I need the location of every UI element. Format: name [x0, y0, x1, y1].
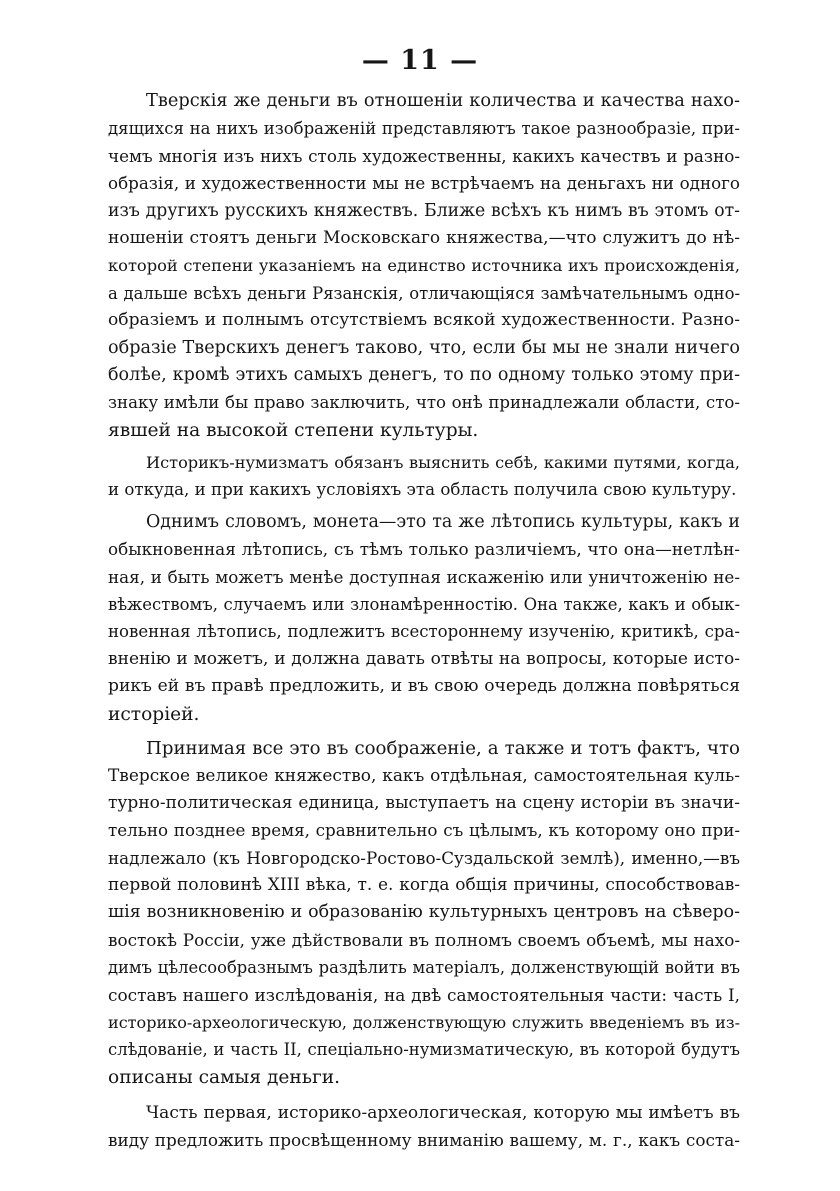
text-line: ношеніи стоятъ деньги Московскаго княжества,—что служитъ до нѣ-: [108, 227, 740, 248]
text-line: Часть первая, историко-археологическая, которую мы имѣетъ въ: [146, 1103, 740, 1124]
text-line: ная, и быть можетъ менѣе доступная искаженію или уничтоженію не-: [108, 566, 740, 587]
text-line: изъ другихъ русскихъ княжествъ. Ближе всѣхъ къ нимъ въ этомъ от-: [108, 200, 740, 221]
text-line: описаны самыя деньги.: [108, 1066, 340, 1088]
body-text: [108, 88, 740, 1155]
text-line: и откуда, и при какихъ условіяхъ эта область получила свою культуру.: [108, 480, 737, 500]
paragraph: [108, 735, 740, 1091]
text-line: историко-археологическую, долженствующую служить введеніемъ въ из-: [108, 1012, 740, 1032]
text-line: обыкновенная лѣтопись, съ тѣмъ только различіемъ, что она—нетлѣн-: [108, 539, 740, 560]
paragraph: [108, 509, 740, 728]
text-line: а дальше всѣхъ деньги Рязанскія, отличающіяся замѣчательнымъ одно-: [108, 283, 740, 303]
text-line: знаку имѣли бы право заключить, что онѣ принадлежали области, сто-: [108, 393, 740, 413]
text-line: Тверскія же деньги въ отношеніи количества и качества нахо-: [146, 91, 740, 111]
text-line: чемъ многія изъ нихъ столь художественны, какихъ качествъ и разно-: [108, 145, 740, 166]
text-line: вненію и можетъ, и должна давать отвѣты на вопросы, которые исто-: [108, 648, 740, 669]
text-line: дящихся на нихъ изображеній представляютъ такое разнообразіе, при-: [108, 119, 740, 139]
text-line: образіемъ и полнымъ отсутствіемъ всякой художественности. Разно-: [108, 310, 740, 331]
text-line: Тверское великое княжество, какъ отдѣльная, самостоятельная куль-: [108, 765, 740, 786]
text-line: составъ нашего изслѣдованія, на двѣ самостоятельныя части: часть I,: [108, 984, 740, 1005]
text-line: димъ цѣлесообразнымъ раздѣлить матеріалъ, долженствующій войти въ: [108, 958, 740, 978]
text-line: шія возникновенію и образованію культурныхъ центровъ на сѣверо-: [108, 902, 740, 923]
text-line: которой степени указаніемъ на единство источника ихъ происхожденія,: [108, 256, 740, 276]
text-line: исторіей.: [108, 703, 200, 725]
text-line: болѣе, кромѣ этихъ самыхъ денегъ, то по одному только этому при-: [108, 364, 740, 385]
text-line: Историкъ-нумизматъ обязанъ выяснить себѣ, какими путями, когда,: [146, 453, 740, 473]
text-line: вѣжествомъ, случаемъ или злонамѣренностію. Она также, какъ и обык-: [108, 595, 740, 615]
text-line: образія, и художественности мы не встрѣчаемъ на деньгахъ ни одного: [108, 173, 740, 194]
text-line: Принимая все это въ соображеніе, а также и тотъ фактъ, что: [146, 737, 740, 759]
text-line: востокѣ Россіи, уже дѣйствовали въ полномъ своемъ объемѣ, мы нахо-: [108, 929, 740, 950]
text-line: тельно позднее время, сравнительно съ цѣлымъ, къ которому оно при-: [108, 820, 740, 841]
text-line: образіе Тверскихъ денегъ таково, что, если бы мы не знали ничего: [108, 337, 740, 358]
text-line: первой половинѣ XIII вѣка, т. е. когда общія причины, способствовав-: [108, 874, 740, 895]
text-line: Однимъ словомъ, монета—это та же лѣтопись культуры, какъ и: [146, 511, 740, 532]
text-line: надлежало (къ Новгородско-Ростово-Суздальской землѣ), именно,—въ: [108, 847, 740, 868]
paragraph: [108, 449, 740, 504]
text-line: явшей на высокой степени культуры.: [108, 419, 479, 441]
paragraph: [108, 88, 740, 444]
text-line: рикъ ей въ правѣ предложить, и въ свою очередь должна повѣряться: [108, 676, 740, 697]
page-number: — 11 —: [361, 45, 479, 76]
text-line: слѣдованіе, и часть II, спеціально-нумизматическую, въ которой будутъ: [108, 1040, 740, 1060]
paragraph: [108, 1100, 740, 1155]
text-line: новенная лѣтопись, подлежитъ всестороннему изученію, критикѣ, сра-: [108, 622, 740, 642]
text-line: турно-политическая единица, выступаетъ на сцену исторіи въ значи-: [108, 792, 740, 813]
text-line: виду предложить просвѣщенному вниманію вашему, м. г., какъ соста-: [108, 1130, 740, 1151]
